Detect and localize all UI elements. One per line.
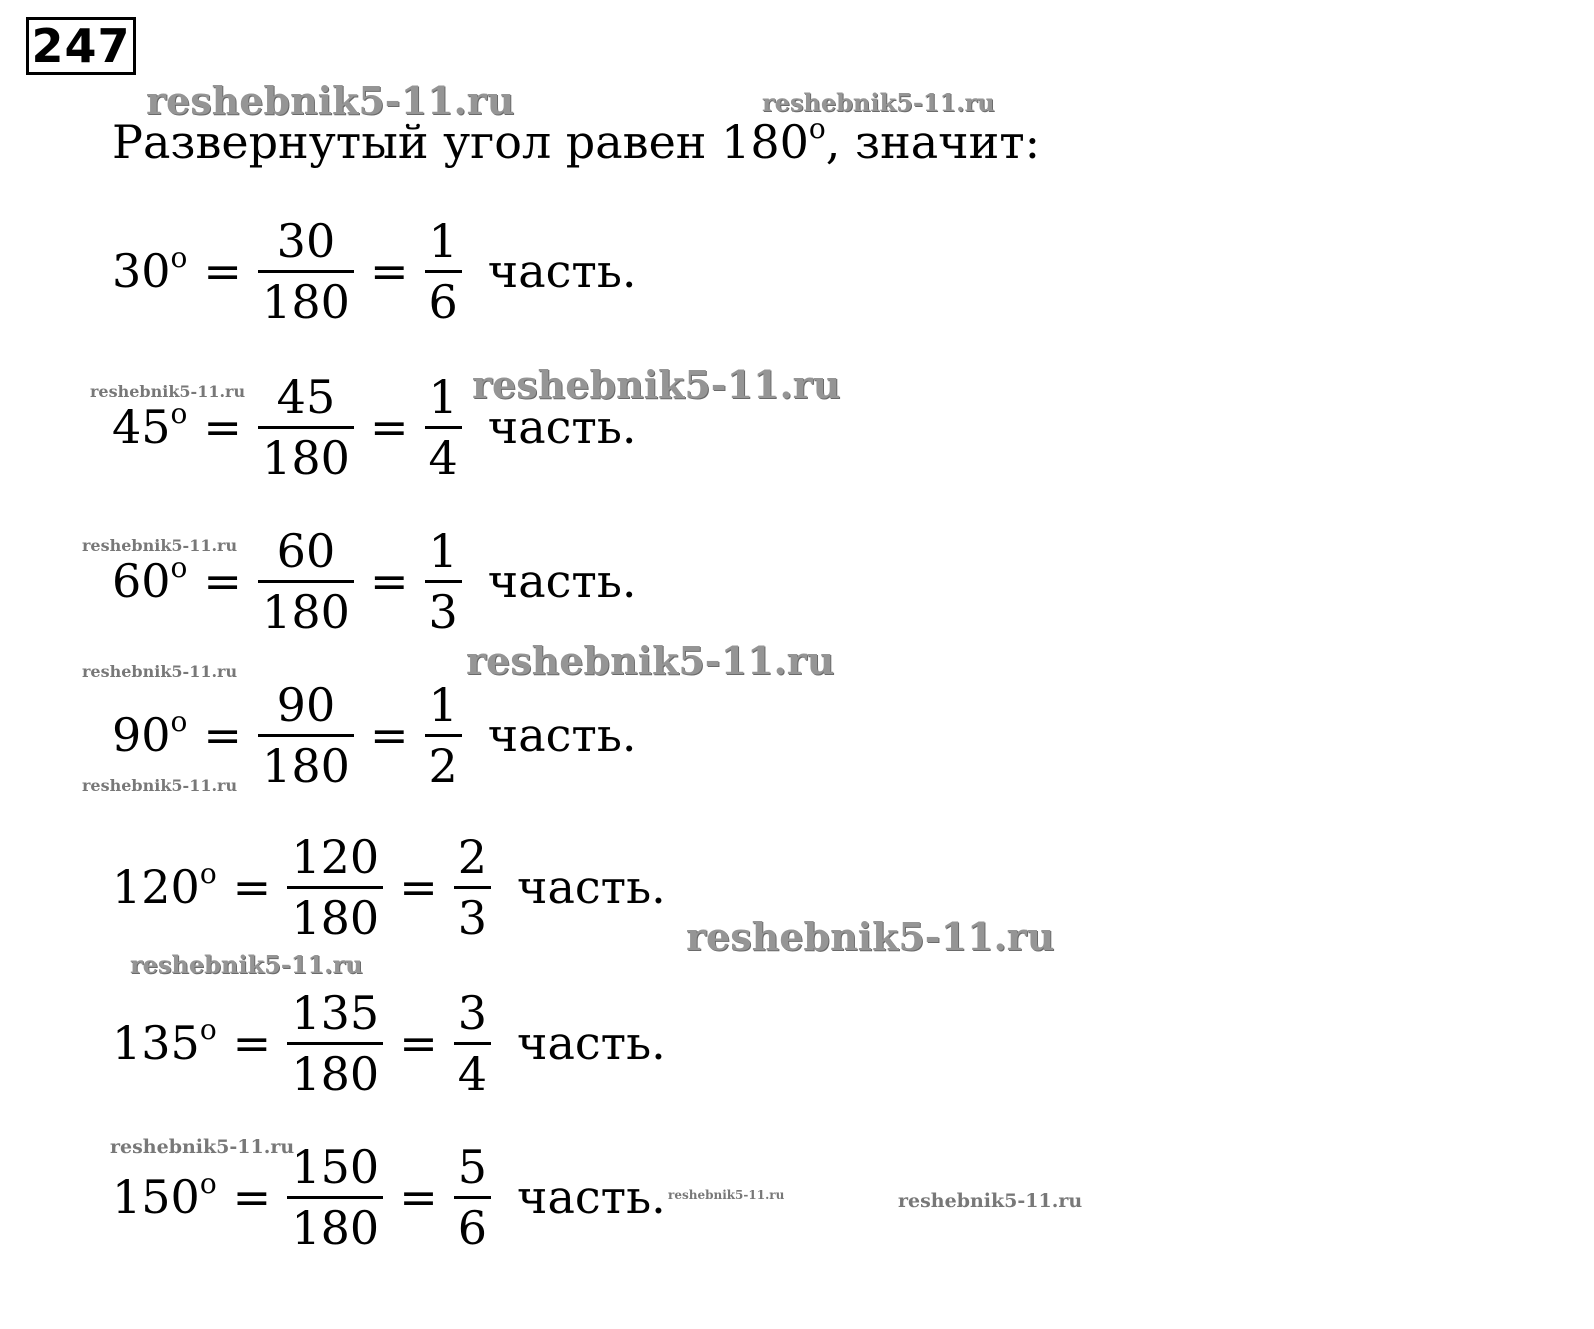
fraction-result — [454, 1138, 491, 1257]
fraction-denominator: 3 — [457, 890, 488, 945]
fraction-numerator: 30 — [276, 213, 336, 268]
fraction-numerator: 1 — [428, 523, 458, 578]
fraction-denominator: 180 — [262, 738, 350, 793]
fraction-angle — [258, 676, 354, 795]
equation-row — [112, 206, 637, 336]
equals-sign: = — [232, 1170, 272, 1224]
equals-sign: = — [203, 554, 242, 608]
fraction-denominator: 4 — [428, 430, 458, 485]
fraction-denominator: 180 — [262, 584, 350, 639]
angle-value: $120^о$ — [112, 856, 217, 914]
watermark: reshebnik5-11.ru — [668, 1188, 785, 1202]
equals-sign: = — [232, 1016, 272, 1070]
fraction-denominator: 180 — [262, 274, 350, 329]
fraction-denominator: 4 — [457, 1046, 488, 1101]
fraction-numerator: 5 — [457, 1139, 488, 1194]
equals-sign: = — [369, 554, 409, 608]
equals-sign: = — [369, 244, 409, 298]
angle-value: $90^о$ — [112, 704, 188, 762]
equals-sign: = — [203, 708, 242, 762]
watermark: reshebnik5-11.ru — [146, 78, 515, 123]
equation-row — [112, 978, 666, 1108]
part-word: часть. — [487, 400, 637, 454]
fraction-denominator: 180 — [291, 1200, 380, 1255]
part-word: часть. — [487, 244, 637, 298]
fraction-numerator: 3 — [457, 985, 488, 1040]
fraction-angle — [258, 212, 354, 331]
fraction-numerator: 1 — [428, 369, 458, 424]
part-word: часть. — [487, 554, 637, 608]
watermark: reshebnik5-11.ru — [110, 1136, 295, 1158]
fraction-angle — [287, 984, 383, 1103]
fraction-numerator: 1 — [428, 213, 458, 268]
fraction-numerator: 90 — [276, 677, 336, 732]
fraction-numerator: 120 — [291, 829, 380, 884]
fraction-numerator: 2 — [457, 829, 488, 884]
part-word: часть. — [487, 708, 637, 762]
equals-sign: = — [399, 860, 438, 914]
fraction-denominator: 180 — [291, 1046, 380, 1101]
watermark: reshebnik5-11.ru — [898, 1190, 1083, 1212]
fraction-result — [454, 828, 491, 947]
part-word: часть. — [517, 1170, 666, 1224]
fraction-result — [425, 522, 462, 641]
fraction-angle — [258, 522, 354, 641]
watermark: reshebnik5-11.ru — [82, 536, 238, 555]
watermark: reshebnik5-11.ru — [90, 382, 246, 401]
equals-sign: = — [203, 400, 242, 454]
fraction-result — [425, 212, 462, 331]
fraction-result — [454, 984, 491, 1103]
fraction-angle — [287, 1138, 383, 1257]
intro-text: Развернутый угол равен 180 — [112, 115, 809, 169]
angle-value: $150^о$ — [112, 1166, 217, 1224]
watermark: reshebnik5-11.ru — [472, 362, 841, 407]
fraction-result — [425, 368, 462, 487]
equals-sign: = — [369, 400, 409, 454]
part-word: часть. — [517, 860, 666, 914]
fraction-result — [425, 676, 462, 795]
equals-sign: = — [399, 1170, 438, 1224]
fraction-numerator: 150 — [291, 1139, 380, 1194]
equals-sign: = — [232, 860, 272, 914]
fraction-denominator: 3 — [428, 584, 458, 639]
watermark: reshebnik5-11.ru — [466, 638, 835, 683]
angle-value: $30^о$ — [112, 240, 188, 298]
equals-sign: = — [203, 244, 242, 298]
fraction-angle — [287, 828, 383, 947]
fraction-denominator: 2 — [428, 738, 458, 793]
angle-value: $60^о$ — [112, 550, 188, 608]
fraction-numerator: 135 — [291, 985, 380, 1040]
fraction-denominator: 6 — [457, 1200, 488, 1255]
watermark: reshebnik5-11.ru — [686, 914, 1055, 959]
fraction-denominator: 6 — [428, 274, 458, 329]
fraction-denominator: 180 — [291, 890, 380, 945]
angle-value: $45^о$ — [112, 396, 188, 454]
equals-sign: = — [399, 1016, 438, 1070]
fraction-numerator: 1 — [428, 677, 458, 732]
part-word: часть. — [517, 1016, 666, 1070]
intro-tail: , значит: — [825, 115, 1041, 169]
fraction-denominator: 180 — [262, 430, 350, 485]
fraction-angle — [258, 368, 354, 487]
equals-sign: = — [369, 708, 409, 762]
equation-row — [112, 822, 666, 952]
fraction-numerator: 60 — [276, 523, 336, 578]
fraction-numerator: 45 — [276, 369, 336, 424]
angle-value: $135^о$ — [112, 1012, 217, 1070]
intro-degree: о — [808, 111, 826, 145]
watermark: reshebnik5-11.ru — [130, 950, 363, 979]
watermark: reshebnik5-11.ru — [82, 662, 238, 681]
watermark: reshebnik5-11.ru — [82, 776, 238, 795]
problem-number: 247 — [26, 17, 136, 75]
watermark: reshebnik5-11.ru — [762, 88, 995, 117]
